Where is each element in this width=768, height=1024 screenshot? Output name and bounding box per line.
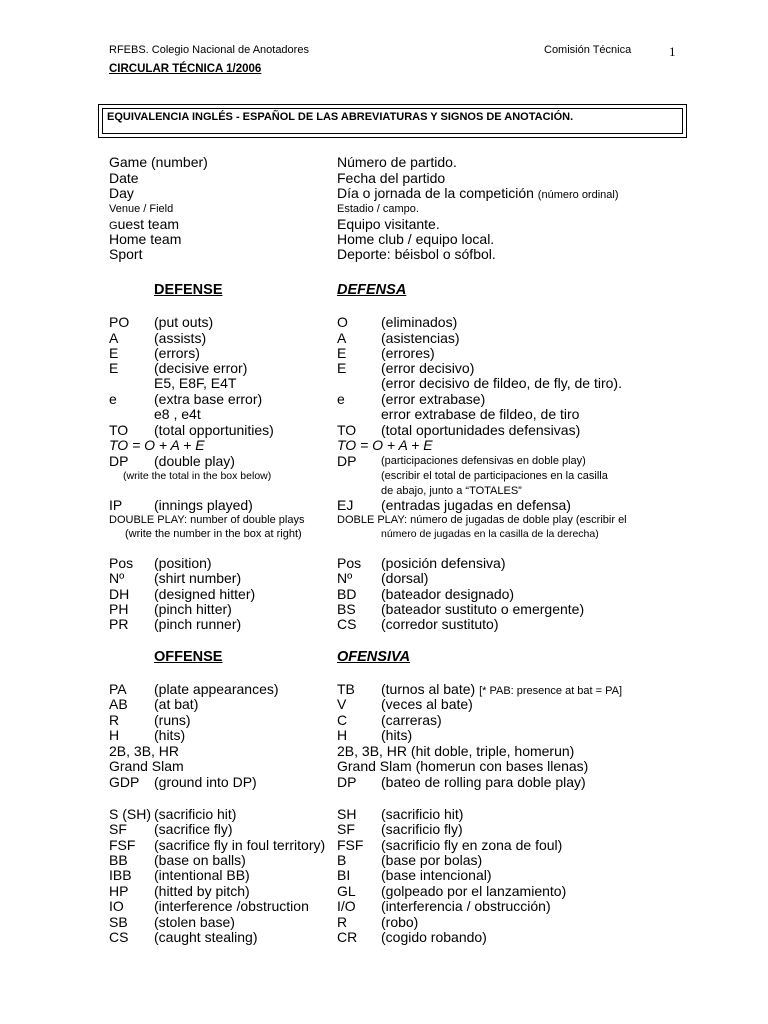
note-en: DOUBLE PLAY: number of double plays — [109, 514, 305, 526]
general-en: Home team — [109, 231, 182, 247]
desc-en: (innings played) — [154, 497, 253, 513]
offense-heading-es: OFENSIVA — [337, 649, 411, 665]
abbr-en: CS — [109, 929, 129, 945]
abbr-es: 2B, 3B, HR (hit doble, triple, homerun) — [337, 743, 575, 759]
abbr-en: PH — [109, 601, 129, 617]
abbr-en: SF — [109, 821, 127, 837]
general-en-rest: uest team — [117, 216, 180, 232]
offense-row — [0, 898, 768, 914]
abbr-es: DP — [337, 453, 357, 469]
desc-es-note: [* PAB: presence at bat = PA] — [479, 685, 623, 697]
general-es-note: (número ordinal) — [537, 189, 619, 201]
general-row — [0, 154, 768, 170]
desc-en: (hitted by pitch) — [154, 883, 250, 899]
general-en: Date — [109, 170, 139, 186]
note-en: (write the total in the box below) — [123, 470, 272, 482]
defense-row — [0, 330, 768, 346]
offense-row — [0, 852, 768, 868]
abbr-es: E — [337, 345, 347, 361]
defense-heading-en: DEFENSE — [154, 282, 223, 298]
defense-row — [0, 526, 768, 542]
abbr-es: B — [337, 852, 347, 868]
offense-row — [0, 821, 768, 837]
abbr-en: IO — [109, 898, 124, 914]
desc-en: (decisive error) — [154, 360, 248, 376]
general-en: Game (number) — [109, 154, 208, 170]
abbr-en: E — [109, 345, 119, 361]
abbr-en: e — [109, 391, 117, 407]
abbr-es: Grand Slam (homerun con bases llenas) — [337, 758, 589, 774]
desc-es: (asistencias) — [381, 330, 460, 346]
desc-en: (sacrificio hit) — [154, 806, 237, 822]
abbr-es: R — [337, 914, 348, 930]
defense-row — [0, 375, 768, 391]
defense-row — [0, 601, 768, 617]
abbr-en: 2B, 3B, HR — [109, 743, 180, 759]
abbr-en: GDP — [109, 774, 140, 790]
abbr-en: PA — [109, 681, 127, 697]
abbr-en: HP — [109, 883, 129, 899]
abbr-en: Nº — [109, 570, 125, 586]
desc-es: (carreras) — [381, 712, 442, 728]
offense-row — [0, 712, 768, 728]
offense-row — [0, 867, 768, 883]
abbr-en: AB — [109, 696, 128, 712]
desc-en: (errors) — [154, 345, 200, 361]
abbr-es: GL — [337, 883, 356, 899]
desc-en: (ground into DP) — [154, 774, 257, 790]
general-en: Sport — [109, 246, 143, 262]
desc-es: (entradas jugadas en defensa) — [381, 497, 571, 513]
header-dept: Comisión Técnica — [544, 44, 632, 56]
desc-en: (assists) — [154, 330, 207, 346]
note-es: de abajo, junto a “TOTALES” — [381, 485, 522, 497]
desc-es: (error decisivo) — [381, 360, 475, 376]
desc-es: (participaciones defensivas en doble play) — [381, 455, 586, 467]
abbr-es: A — [337, 330, 347, 346]
abbr-es: CR — [337, 929, 358, 945]
abbr-es: Nº — [337, 570, 353, 586]
abbr-en: H — [109, 727, 120, 743]
offense-row — [0, 883, 768, 899]
abbr-en: DP — [109, 453, 129, 469]
desc-en: (plate appearances) — [154, 681, 279, 697]
note-en: (write the number in the box at right) — [125, 528, 302, 540]
desc-es-main: (turnos al bate) — [381, 681, 476, 697]
general-es: Estadio / campo. — [337, 203, 419, 215]
abbr-es: FSF — [337, 837, 364, 853]
abbr-es: H — [337, 727, 348, 743]
desc-es: (corredor sustituto) — [381, 616, 499, 632]
defense-row — [0, 314, 768, 330]
defense-row — [0, 360, 768, 376]
abbr-en: R — [109, 712, 120, 728]
general-en: Venue / Field — [109, 203, 174, 215]
desc-en: (designed hitter) — [154, 586, 256, 602]
desc-es: (base intencional) — [381, 867, 492, 883]
defense-row — [0, 391, 768, 407]
desc-en: (total opportunities) — [154, 422, 274, 438]
abbr-en: DH — [109, 586, 130, 602]
abbr-es: I/O — [337, 898, 356, 914]
abbr-en: Pos — [109, 555, 134, 571]
defense-row — [0, 570, 768, 586]
abbr-es: SF — [337, 821, 355, 837]
desc-en: (shirt number) — [154, 570, 242, 586]
offense-row — [0, 774, 768, 790]
abbr-en: E — [109, 360, 119, 376]
offense-row — [0, 837, 768, 853]
desc-en: (pinch hitter) — [154, 601, 232, 617]
abbr-en: PR — [109, 616, 129, 632]
desc-es: (total oportunidades defensivas) — [381, 422, 581, 438]
abbr-es: BS — [337, 601, 356, 617]
desc-es: (veces al bate) — [381, 696, 473, 712]
formula-en: TO = O + A + E — [109, 437, 205, 453]
abbr-es: CS — [337, 616, 357, 632]
note-es: número de jugadas en la casilla de la derecha) — [381, 528, 599, 540]
note-es: DOBLE PLAY: número de jugadas de doble play (escribir el — [337, 514, 627, 526]
title-box — [98, 104, 687, 138]
desc-es: (bateador sustituto o emergente) — [381, 601, 585, 617]
desc-en: e8 , e4t — [154, 406, 201, 422]
defense-row — [0, 497, 768, 513]
general-row — [0, 216, 768, 232]
offense-heading-en: OFFENSE — [154, 649, 223, 665]
desc-es: (bateador designado) — [381, 586, 515, 602]
abbr-es: TO — [337, 422, 357, 438]
desc-es: (sacrificio hit) — [381, 806, 464, 822]
desc-en: (caught stealing) — [154, 929, 258, 945]
general-es: Home club / equipo local. — [337, 231, 495, 247]
offense-row — [0, 914, 768, 930]
general-en: Day — [109, 185, 134, 201]
abbr-en: S (SH) — [109, 806, 151, 822]
formula-es: TO = O + A + E — [337, 437, 433, 453]
desc-es: (error extrabase) — [381, 391, 486, 407]
offense-row — [0, 929, 768, 945]
desc-es: (eliminados) — [381, 314, 458, 330]
general-es-main: Día o jornada de la competición — [337, 185, 534, 201]
desc-es: (interferencia / obstrucción) — [381, 898, 551, 914]
abbr-en: IBB — [109, 867, 132, 883]
abbr-en: TO — [109, 422, 129, 438]
desc-en: E5, E8F, E4T — [154, 375, 237, 391]
defense-row — [0, 422, 768, 438]
desc-es: (golpeado por el lanzamiento) — [381, 883, 567, 899]
general-en-initial: G — [109, 220, 118, 232]
abbr-en: BB — [109, 852, 128, 868]
desc-es: (base por bolas) — [381, 852, 483, 868]
desc-en: (interference /obstruction — [154, 898, 309, 914]
desc-en: (runs) — [154, 712, 191, 728]
abbr-es: BI — [337, 867, 351, 883]
circular-title: CIRCULAR TÉCNICA 1/2006 — [109, 63, 262, 75]
defense-row — [0, 616, 768, 632]
abbr-es: BD — [337, 586, 357, 602]
general-es: Número de partido. — [337, 154, 457, 170]
abbr-en: PO — [109, 314, 130, 330]
abbr-en: FSF — [109, 837, 136, 853]
general-row — [0, 185, 768, 201]
desc-en: (base on balls) — [154, 852, 246, 868]
abbr-en: IP — [109, 497, 123, 513]
desc-en: (sacrifice fly) — [154, 821, 233, 837]
abbr-es: SH — [337, 806, 357, 822]
abbr-es: V — [337, 696, 347, 712]
abbr-es: EJ — [337, 497, 354, 513]
abbr-es: Pos — [337, 555, 362, 571]
abbr-es: E — [337, 360, 347, 376]
offense-row — [0, 758, 768, 774]
desc-es: (hits) — [381, 727, 413, 743]
desc-en: (extra base error) — [154, 391, 263, 407]
desc-es: (sacrificio fly) — [381, 821, 463, 837]
general-es: Fecha del partido — [337, 170, 446, 186]
desc-en: (pinch runner) — [154, 616, 242, 632]
defense-row — [0, 345, 768, 361]
title-box-text: EQUIVALENCIA INGLÉS - ESPAÑOL DE LAS ABREVIATURAS Y SIGNOS DE ANOTACIÓN. — [107, 111, 574, 123]
desc-en: (hits) — [154, 727, 186, 743]
desc-en: (put outs) — [154, 314, 214, 330]
desc-es: (posición defensiva) — [381, 555, 506, 571]
desc-en: (position) — [154, 555, 212, 571]
desc-es: error extrabase de fildeo, de tiro — [381, 406, 580, 422]
abbr-es: O — [337, 314, 348, 330]
defense-row — [0, 555, 768, 571]
desc-en: (sacrifice fly in foul territory) — [154, 837, 326, 853]
page-number: 1 — [669, 44, 676, 59]
desc-en: (stolen base) — [154, 914, 235, 930]
offense-row — [0, 743, 768, 759]
general-es: Deporte: béisbol o sófbol. — [337, 246, 496, 262]
defense-row — [0, 586, 768, 602]
defense-row — [0, 406, 768, 422]
note-es: (escribir el total de participaciones en la casilla — [381, 470, 608, 482]
offense-row — [0, 681, 768, 697]
offense-row — [0, 696, 768, 712]
general-row — [0, 246, 768, 262]
desc-es: (bateo de rolling para doble play) — [381, 774, 586, 790]
general-row — [0, 170, 768, 186]
abbr-es: e — [337, 391, 345, 407]
abbr-es: TB — [337, 681, 355, 697]
desc-en: (at bat) — [154, 696, 199, 712]
offense-row — [0, 727, 768, 743]
defense-heading-es: DEFENSA — [337, 282, 407, 298]
desc-es: (robo) — [381, 914, 419, 930]
header-org: RFEBS. Colegio Nacional de Anotadores — [109, 44, 309, 56]
desc-es: (dorsal) — [381, 570, 429, 586]
desc-en: (intentional BB) — [154, 867, 250, 883]
general-es: Equipo visitante. — [337, 216, 440, 232]
abbr-en: A — [109, 330, 119, 346]
desc-en: (double play) — [154, 453, 235, 469]
offense-row — [0, 806, 768, 822]
desc-es: (errores) — [381, 345, 435, 361]
abbr-es: DP — [337, 774, 357, 790]
abbr-en: SB — [109, 914, 128, 930]
desc-es: (cogido robando) — [381, 929, 487, 945]
abbr-es: C — [337, 712, 348, 728]
desc-es: (sacrificio fly en zona de foul) — [381, 837, 563, 853]
defense-row — [0, 453, 768, 469]
general-row — [0, 231, 768, 247]
defense-row — [0, 468, 768, 484]
general-row — [0, 201, 768, 217]
desc-es: (error decisivo de fildeo, de fly, de tiro). — [381, 375, 622, 391]
abbr-en: Grand Slam — [109, 758, 184, 774]
defense-row — [0, 437, 768, 453]
